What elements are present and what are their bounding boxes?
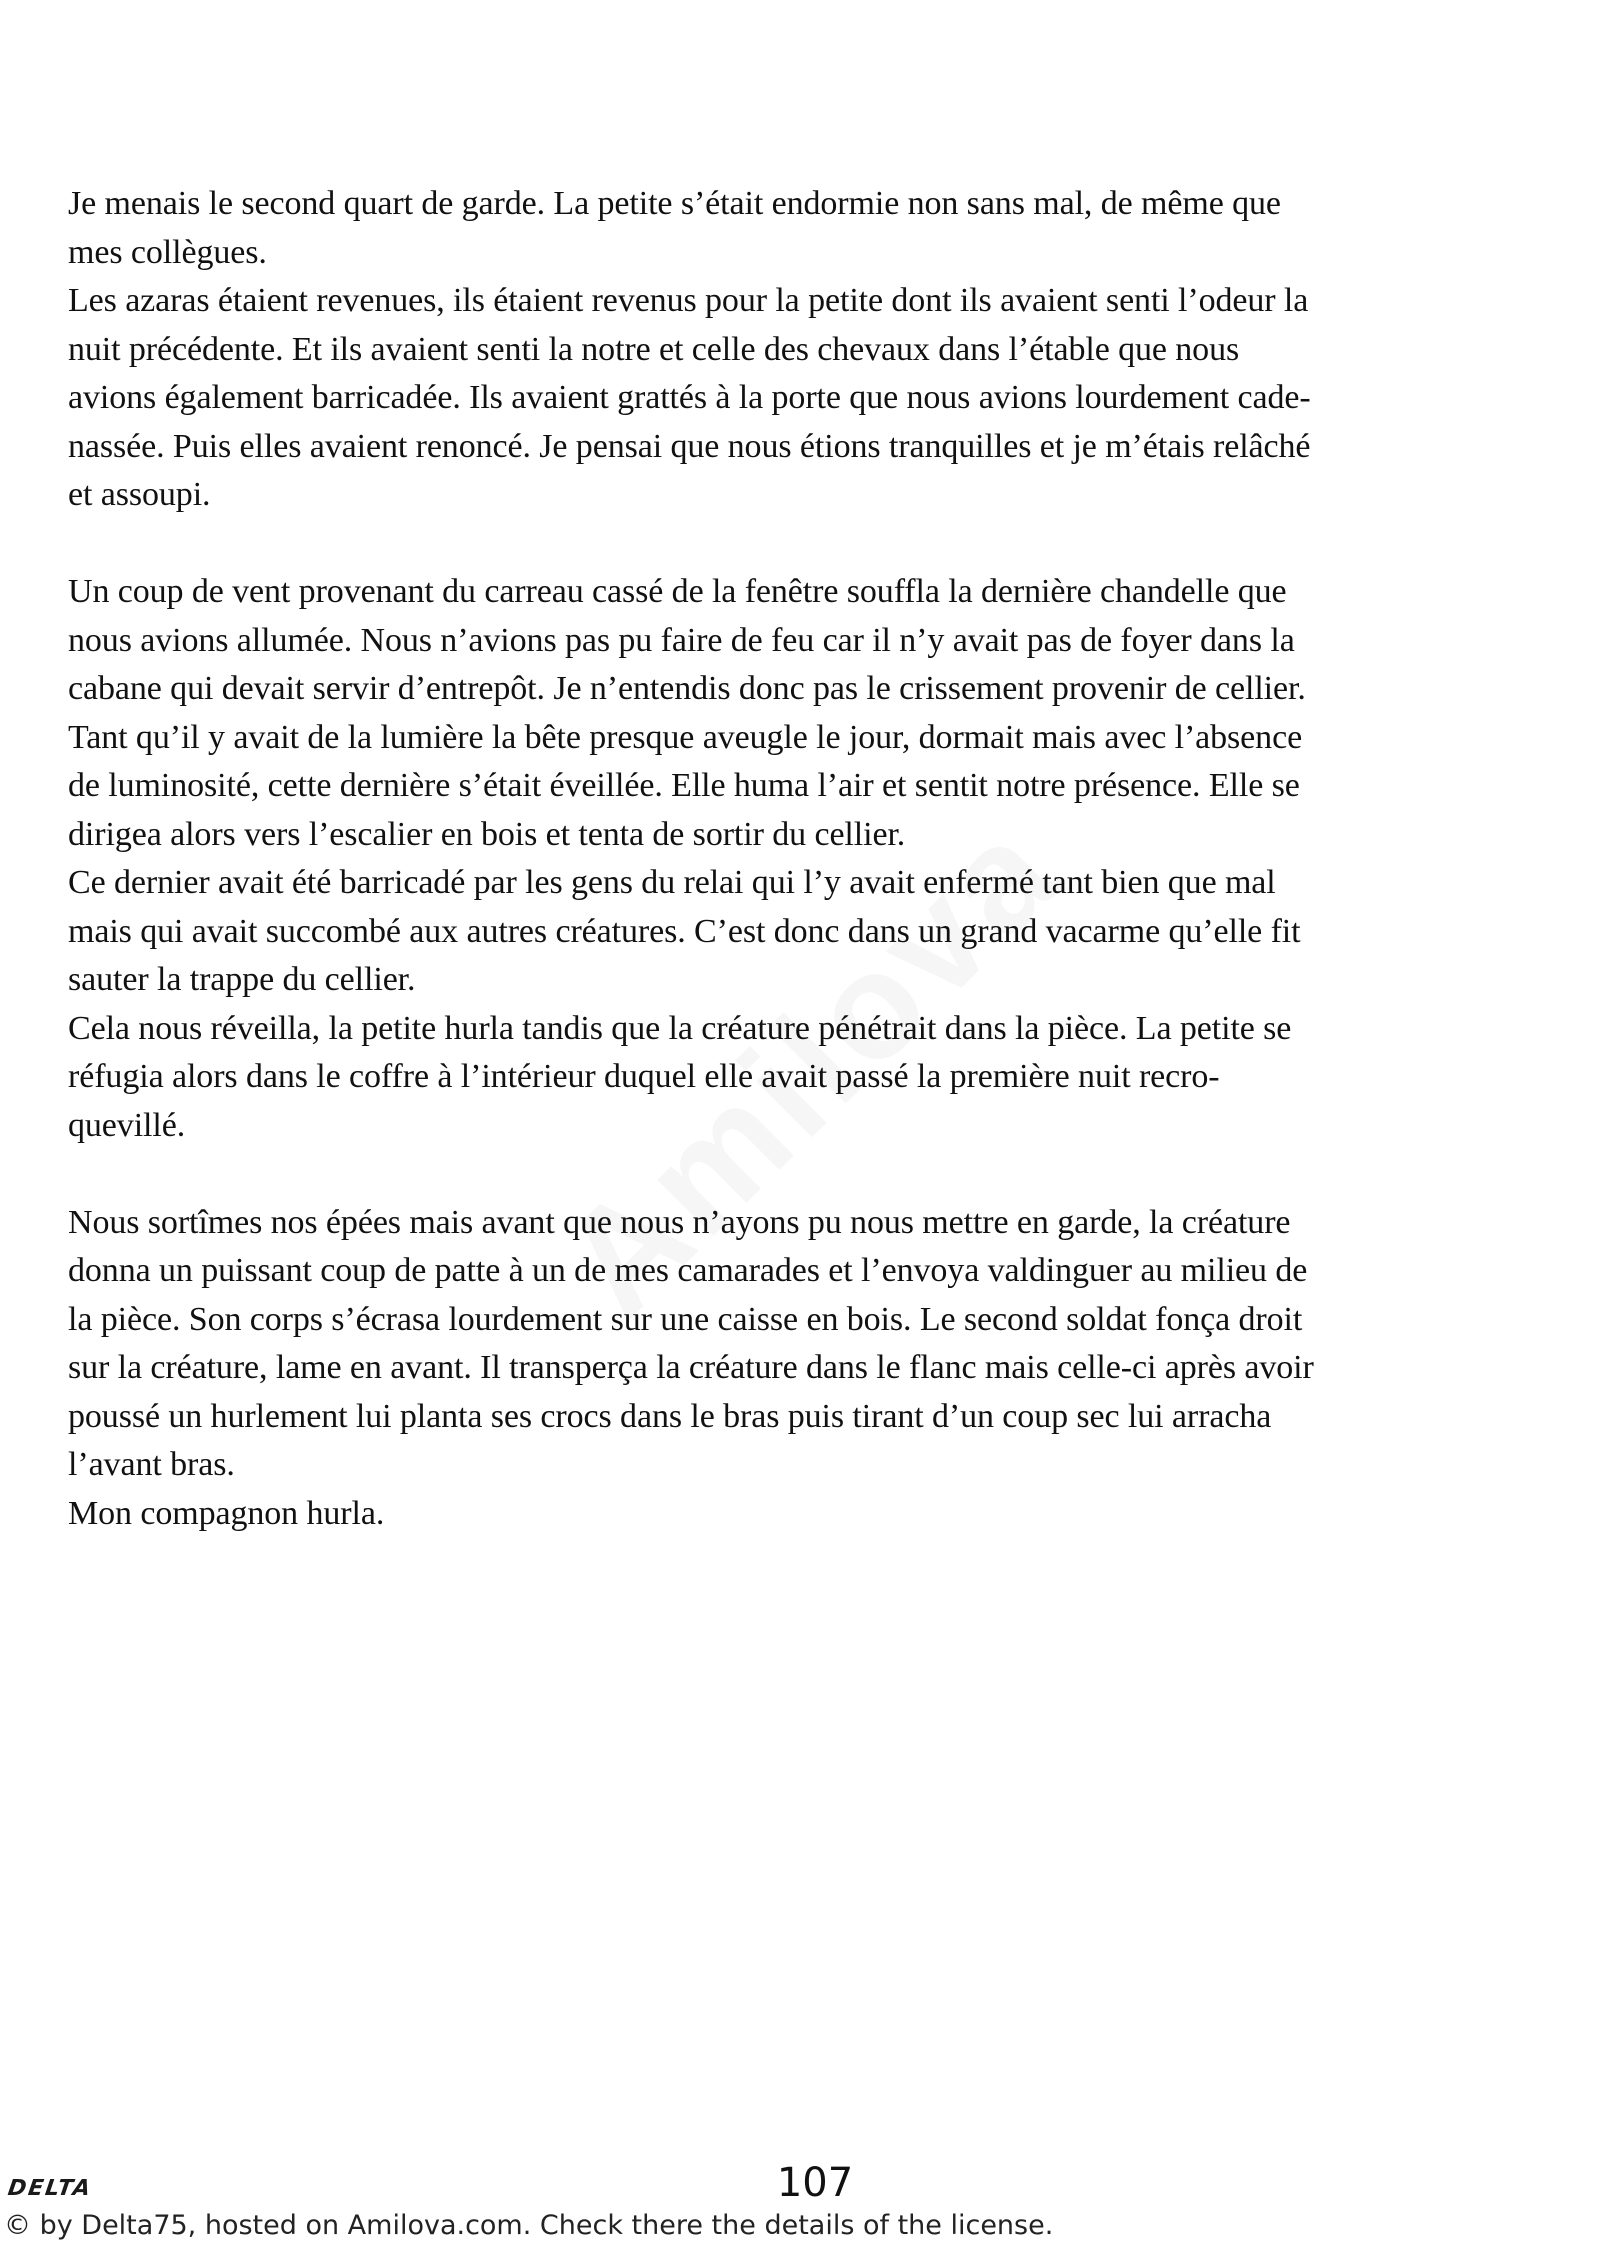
text-line: nassée. Puis elles avaient renoncé. Je pensai que nous étions tranquilles et je m’étais relâché	[68, 427, 1311, 465]
text-line: Nous sortîmes nos épées mais avant que nous n’ayons pu nous mettre en garde, la créature	[68, 1203, 1291, 1241]
text-line: mais qui avait succombé aux autres créatures. C’est donc dans un grand vacarme qu’elle fit	[68, 912, 1301, 950]
text-line: réfugia alors dans le coffre à l’intérieur duquel elle avait passé la première nuit recro-	[68, 1058, 1220, 1095]
text-line: donna un puissant coup de patte à un de mes camarades et l’envoya valdinguer au milieu de	[68, 1252, 1308, 1289]
page-number: 107	[776, 2160, 854, 2206]
text-line: nous avions allumée. Nous n’avions pas pu faire de feu car il n’y avait pas de foyer dans la	[68, 621, 1295, 659]
paragraph-2	[68, 568, 1578, 1150]
paragraph-3	[68, 1199, 1578, 1539]
text-line: l’avant bras.	[68, 1446, 235, 1483]
text-line: Mon compagnon hurla.	[68, 1494, 385, 1532]
text-line: Cela nous réveilla, la petite hurla tandis que la créature pénétrait dans la pièce. La petite se	[68, 1009, 1292, 1047]
license-notice: © by Delta75, hosted on Amilova.com. Check there the details of the license.	[4, 2210, 1054, 2241]
text-line: dirigea alors vers l’escalier en bois et tenta de sortir du cellier.	[68, 815, 906, 853]
text-line: sur la créature, lame en avant. Il transperça la créature dans le flanc mais celle-ci après avoir	[68, 1349, 1314, 1386]
text-line: et assoupi.	[68, 476, 211, 513]
body-text	[68, 180, 1578, 1538]
paragraph-1	[68, 180, 1578, 520]
text-line: Tant qu’il y avait de la lumière la bête presque aveugle le jour, dormait mais avec l’absence	[68, 718, 1303, 756]
text-line: nuit précédente. Et ils avaient senti la notre et celle des chevaux dans l’étable que nous	[68, 330, 1240, 368]
text-line: avions également barricadée. Ils avaient grattés à la porte que nous avions lourdement cade-	[68, 379, 1311, 416]
text-line: la pièce. Son corps s’écrasa lourdement sur une caisse en bois. Le second soldat fonça droit	[68, 1300, 1303, 1338]
text-line: sauter la trappe du cellier.	[68, 961, 416, 998]
text-line: de luminosité, cette dernière s’était éveillée. Elle huma l’air et sentit notre présence. Elle se	[68, 767, 1300, 804]
text-line: Ce dernier avait été barricadé par les gens du relai qui l’y avait enfermé tant bien que mal	[68, 864, 1276, 901]
text-line: mes collègues.	[68, 233, 267, 271]
text-line: cabane qui devait servir d’entrepôt. Je n’entendis donc pas le crissement provenir de cellier.	[68, 670, 1306, 707]
text-line: Les azaras étaient revenues, ils étaient revenus pour la petite dont ils avaient senti l’odeur la	[68, 282, 1309, 319]
text-line: quevillé.	[68, 1106, 186, 1144]
delta-logo: DELTA	[6, 2176, 94, 2201]
text-line: Je menais le second quart de garde. La petite s’était endormie non sans mal, de même que	[68, 185, 1281, 222]
text-line: Un coup de vent provenant du carreau cassé de la fenêtre souffla la dernière chandelle que	[68, 573, 1287, 610]
text-line: poussé un hurlement lui planta ses crocs dans le bras puis tirant d’un coup sec lui arracha	[68, 1397, 1272, 1435]
